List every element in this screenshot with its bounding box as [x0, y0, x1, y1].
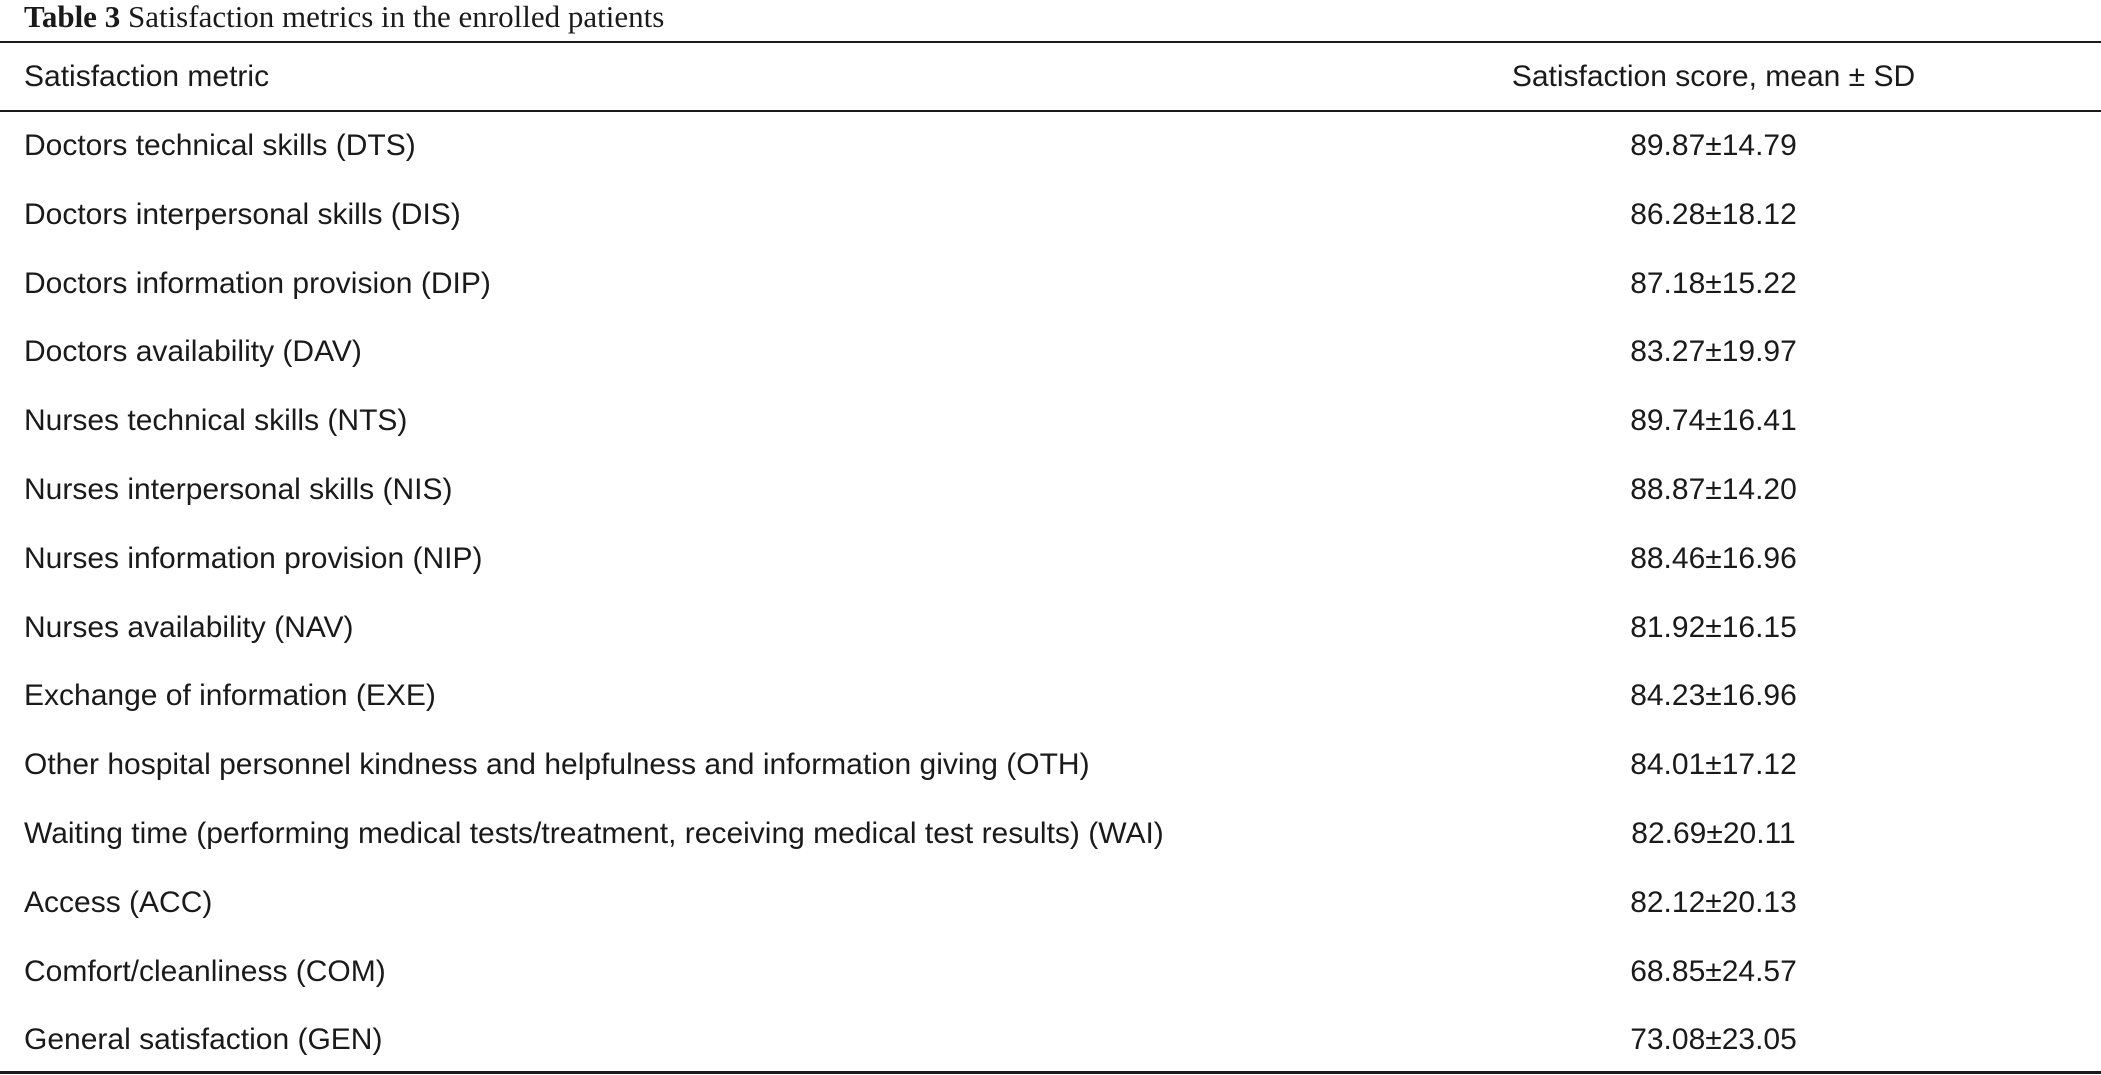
- metric-cell: Comfort/cleanliness (COM): [24, 954, 386, 988]
- metric-cell: Nurses availability (NAV): [24, 610, 354, 644]
- metric-cell: Nurses interpersonal skills (NIS): [24, 472, 453, 506]
- metric-cell: Waiting time (performing medical tests/treatment, receiving medical test results) (WAI): [24, 816, 1164, 850]
- score-cell: 89.74±16.41: [1630, 404, 1797, 438]
- metric-cell: General satisfaction (GEN): [24, 1023, 383, 1057]
- table-row: [0, 456, 2101, 525]
- header-satisfaction-score: Satisfaction score, mean ± SD: [1511, 60, 1916, 93]
- table-row: [0, 387, 2101, 456]
- table-row: [0, 112, 2101, 181]
- table-row: [0, 869, 2101, 938]
- satisfaction-table: [0, 43, 2101, 1057]
- table-header-row: [0, 43, 2101, 110]
- score-cell: 88.46±16.96: [1630, 541, 1797, 575]
- metric-cell: Doctors availability (DAV): [24, 335, 362, 369]
- metric-cell: Access (ACC): [24, 885, 213, 919]
- table-row: [0, 938, 2101, 1007]
- table-row: [0, 662, 2101, 731]
- table-bottom-rule: [0, 1071, 2101, 1074]
- score-cell: 81.92±16.15: [1630, 610, 1797, 644]
- metric-cell: Doctors information provision (DIP): [24, 266, 491, 300]
- table-row: [0, 318, 2101, 387]
- metric-cell: Exchange of information (EXE): [24, 679, 436, 713]
- score-cell: 83.27±19.97: [1630, 335, 1797, 369]
- score-cell: 89.87±14.79: [1630, 129, 1797, 162]
- score-cell: 82.12±20.13: [1630, 885, 1797, 919]
- table-row: [0, 800, 2101, 869]
- metric-cell: Doctors technical skills (DTS): [24, 129, 416, 162]
- score-cell: 86.28±18.12: [1630, 197, 1797, 231]
- table-row: [0, 594, 2101, 663]
- score-cell: 88.87±14.20: [1630, 472, 1797, 506]
- score-cell: 84.23±16.96: [1630, 679, 1797, 713]
- score-cell: 68.85±24.57: [1630, 954, 1797, 988]
- table-caption-text: Satisfaction metrics in the enrolled patients: [127, 0, 665, 34]
- table-row: [0, 731, 2101, 800]
- table-row: [0, 181, 2101, 250]
- metric-cell: Nurses information provision (NIP): [24, 541, 483, 575]
- score-cell: 82.69±20.11: [1631, 816, 1796, 850]
- table-body: [0, 112, 2101, 1075]
- score-cell: 84.01±17.12: [1630, 748, 1797, 782]
- table-caption: [24, 0, 664, 40]
- table-row: [0, 250, 2101, 319]
- score-cell: 87.18±15.22: [1630, 266, 1797, 300]
- metric-cell: Other hospital personnel kindness and helpfulness and information giving (OTH): [24, 748, 1090, 782]
- table-row: [0, 525, 2101, 594]
- metric-cell: Nurses technical skills (NTS): [24, 404, 408, 438]
- score-cell: 73.08±23.05: [1630, 1023, 1797, 1057]
- table-row: [0, 1006, 2101, 1075]
- header-satisfaction-metric: Satisfaction metric: [24, 60, 270, 93]
- table-caption-label: Table 3: [24, 0, 121, 34]
- table-header-rule: [0, 110, 2101, 112]
- metric-cell: Doctors interpersonal skills (DIS): [24, 197, 461, 231]
